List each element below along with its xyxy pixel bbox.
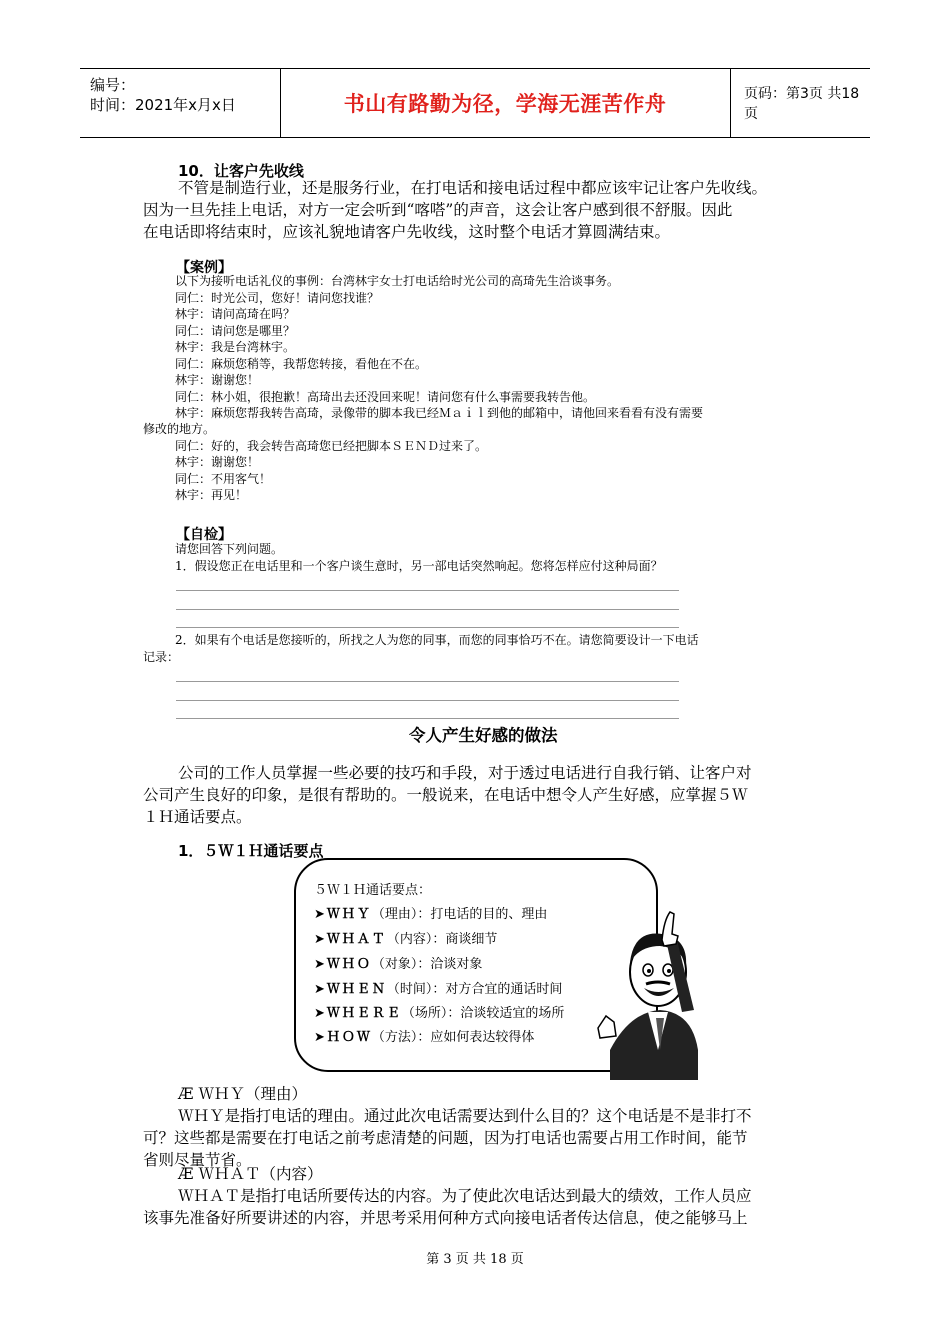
answer-line <box>176 627 679 628</box>
case-heading: 【案例】 <box>176 260 232 276</box>
why-heading: Æ ＷＨＹ（理由） <box>178 1085 307 1103</box>
paragraph-line: 该事先准备好所要讲述的内容，并思考采用何种方式向接电话者传达信息，使之能够马上 <box>143 1209 748 1227</box>
what-heading: Æ ＷＨＡＴ（内容） <box>178 1165 323 1183</box>
header-meta <box>80 69 281 137</box>
figure-item: ➤ＷＨＹ（理由）：打电话的目的、理由 <box>314 907 548 922</box>
figure-item: ➤ＨＯＷ（方法）：应如何表达较得体 <box>314 1030 535 1045</box>
case-line: 林宇：谢谢您！ <box>175 373 260 387</box>
answer-line <box>176 700 679 701</box>
case-line: 同仁：麻烦您稍等，我帮您转接，看他在不在。 <box>175 357 428 371</box>
paragraph-line: 公司的工作人员掌握一些必要的技巧和手段，对于透过电话进行自我行销、让客户对 <box>178 764 752 782</box>
answer-line <box>176 590 679 591</box>
answer-line <box>176 681 679 682</box>
figure-item: ➤ＷＨＯ（对象）：洽谈对象 <box>314 957 483 972</box>
case-line: 同仁：时光公司，您好！请问您找谁？ <box>175 291 380 305</box>
case-line: 林宇：再见！ <box>175 488 248 502</box>
case-line: 同仁：请问您是哪里？ <box>175 324 296 338</box>
case-line: 林宇：请问高琦在吗？ <box>175 307 296 321</box>
answer-line <box>176 609 679 610</box>
figure-item: ➤ＷＨＡＴ（内容）：商谈细节 <box>314 932 498 947</box>
paragraph-line: 省则尽量节省。 <box>143 1151 252 1169</box>
paragraph-line: ＷＨＹ是指打电话的理由。通过此次电话需要达到什么目的？这个电话是不是非打不 <box>178 1107 752 1125</box>
case-line: 以下为接听电话礼仪的事例：台湾林宇女士打电话给时光公司的高琦先生洽谈事务。 <box>175 274 620 288</box>
header-page-info: 页码：第3页 共18页 <box>744 86 860 122</box>
case-line: 林宇：我是台湾林宇。 <box>175 340 296 354</box>
paragraph-line: 在电话即将结束时，应该礼貌地请客户先收线，这时整个电话才算圆满结束。 <box>143 223 671 241</box>
question-2: 2．如果有个电话是您接听的，所找之人为您的同事，而您的同事恰巧不在。请您简要设计一下电话 <box>175 633 699 647</box>
case-line: 同仁：不用客气！ <box>175 472 272 486</box>
figure-item: ➤ＷＨＥＮ（时间）：对方合宜的通话时间 <box>314 982 563 997</box>
code-label: 编号： <box>90 76 136 94</box>
figure-item: ➤ＷＨＥＲＥ（场所）：洽谈较适宜的场所 <box>314 1006 565 1021</box>
case-line: 林宇：麻烦您帮我转告高琦，录像带的脚本我已经Ｍａｉｌ到他的邮箱中，请他回来看看有没有需要 <box>175 406 704 420</box>
case-line: 林宇：谢谢您！ <box>175 455 260 469</box>
paragraph-line: 可？这些都是需要在打电话之前考虑清楚的问题，因为打电话也需要占用工作时间，能节 <box>143 1129 748 1147</box>
case-line: 同仁：好的，我会转告高琦您已经把脚本ＳＥＮＤ过来了。 <box>175 439 488 453</box>
case-line: 同仁：林小姐，很抱歉！高琦出去还没回来呢！请问您有什么事需要我转告他。 <box>175 390 596 404</box>
section-title: 令人产生好感的做法 <box>409 726 558 745</box>
question-1: 1．假设您正在电话里和一个客户谈生意时，另一部电话突然响起。您将怎样应付这种局面？ <box>175 559 663 573</box>
paragraph-line: 公司产生良好的印象，是很有帮助的。一般说来，在电话中想令人产生好感，应掌握５Ｗ <box>143 786 748 804</box>
header-motto: 书山有路勤为径，学海无涯苦作舟 <box>280 69 731 137</box>
answer-line <box>176 718 679 719</box>
question-2-cont: 记录： <box>143 650 180 664</box>
figure-title: ５Ｗ１Ｈ通话要点： <box>314 883 432 898</box>
paragraph-line: １Ｈ通话要点。 <box>143 808 252 826</box>
paragraph-line: ＷＨＡＴ是指打电话所要传达的内容。为了使此次电话达到最大的绩效，工作人员应 <box>178 1187 752 1205</box>
paragraph-line: 因为一旦先挂上电话，对方一定会听到“喀嗒”的声音，这会让客户感到很不舒服。因此 <box>143 201 733 219</box>
selfcheck-heading: 【自检】 <box>176 527 232 543</box>
section-heading: 10．让客户先收线 <box>178 162 304 180</box>
subsection-heading: 1．５Ｗ１Ｈ通话要点 <box>178 842 324 860</box>
case-line: 修改的地方。 <box>143 422 216 436</box>
cartoon-man-icon <box>570 900 710 1080</box>
selfcheck-intro: 请您回答下列问题。 <box>175 542 284 556</box>
time-label: 时间：2021年x月x日 <box>90 96 236 114</box>
paragraph-line: 不管是制造行业，还是服务行业，在打电话和接电话过程中都应该牢记让客户先收线。 <box>178 179 768 197</box>
page-header <box>80 68 870 138</box>
page-footer: 第 3 页 共 18 页 <box>426 1252 524 1267</box>
